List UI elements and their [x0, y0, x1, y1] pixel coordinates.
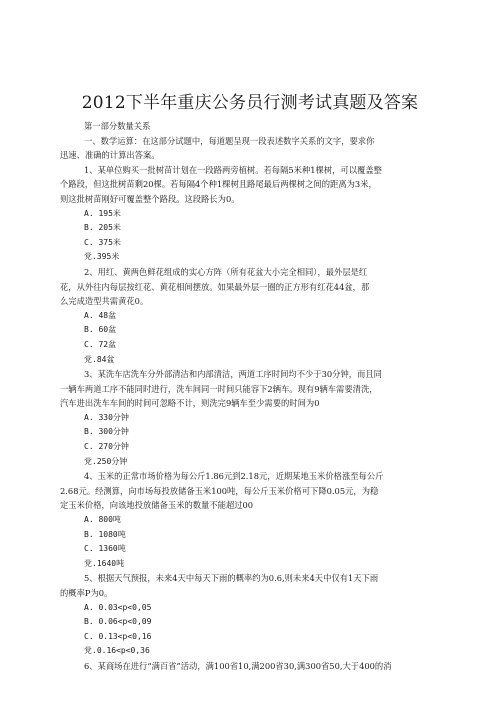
text-line: 花，从外往内每层按红花、黄花相间摆放。如果最外层一圈的正方形有红花44盆，那 — [60, 281, 370, 292]
answer-option-line: 党.250分钟 — [84, 456, 128, 466]
answer-option-line: A. 195米 — [84, 208, 121, 218]
text-line: 么完成造型共需黄花0。 — [60, 296, 149, 307]
answer-option-line: B. 1080吨 — [84, 529, 126, 539]
answer-option-line: 党.395米 — [84, 252, 120, 262]
text-line: 3、某洗车店洗车分外部清洁和内部清洁，两道工序时间均不少于30分钟，而且同 — [84, 369, 382, 380]
answer-option-line: A. 48盆 — [84, 310, 117, 320]
text-line: 汽车进出洗车车间的时间可忽略不计，则洗完9辆车至少需要的时间为0 — [60, 398, 320, 409]
answer-option-line: C. 72盆 — [84, 339, 117, 349]
document-title: 2012下半年重庆公务员行测考试真题及答案 — [81, 93, 419, 113]
text-line: 个路段，但这批树苗剩20棵。若每隔4个种1棵树且路尾最后两棵树之间的距离为3米， — [60, 179, 377, 190]
answer-option-line: C. 375米 — [84, 237, 121, 247]
answer-option-line: 党.0.16<p<0,36 — [84, 646, 150, 656]
text-line: 一、数学运算：在这部分试题中，每道题呈现一段表述数字关系的文字，要求你 — [84, 135, 375, 146]
answer-option-line: B. 60盆 — [84, 325, 117, 335]
answer-option-line: C. 1360吨 — [84, 544, 126, 554]
answer-option-line: 党.1640吨 — [84, 558, 125, 568]
answer-option-line: C. 270分钟 — [84, 442, 129, 452]
text-line: 2.68元。经测算，向市场每投放储备玉米100吨，每公斤玉米价格可下降0.05元，为稳 — [60, 485, 379, 496]
answer-option-line: A. 0.03<p<0,05 — [84, 602, 152, 612]
answer-option-line: C. 0.13<p<0,16 — [84, 631, 152, 641]
text-line: 1、某单位购买一批树苗计划在一段路两旁植树。若每隔5米种1棵树，可以覆盖整 — [84, 164, 382, 175]
text-line: 的概率P为0。 — [60, 588, 113, 598]
answer-option-line: B. 0.06<p<0,09 — [84, 617, 152, 627]
text-line: 一辆车两道工序不能同时进行，洗车间同一时间只能容下2辆车。现有9辆车需要清洗， — [60, 383, 378, 394]
text-line: 迅速、准确的计算出答案。 — [60, 150, 160, 161]
text-line: 6、某商场在进行“满百省”活动，满100省10,满200省30,满300省50,大于400的消 — [84, 660, 392, 671]
text-line: 4、玉米的正常市场价格为每公斤1.86元到2.18元，近期某地玉米价格涨至每公斤 — [84, 471, 384, 482]
answer-option-line: A. 330分钟 — [84, 412, 129, 422]
text-lines — [60, 119, 440, 674]
text-line: 定玉米价格，向该地投放储备玉米的数量不能超过00 — [60, 500, 254, 511]
text-line: 5、根据天气预报，未来4天中每天下雨的概率约为0.6,则未来4天中仅有1天下雨 — [84, 573, 379, 584]
text-line: 则这批树苗刚好可覆盖整个路段。这段路长为0。 — [60, 193, 240, 204]
text-line: 2、用红、黄两色鲜花组成的实心方阵（所有花盆大小完全相同），最外层是红 — [84, 266, 368, 277]
answer-option-line: B. 300分钟 — [84, 427, 129, 437]
answer-option-line: B. 205米 — [84, 223, 121, 233]
document-body — [60, 92, 440, 674]
text-line: 第一部分数量关系 — [84, 121, 151, 131]
answer-option-line: 党.84盆 — [84, 354, 115, 364]
answer-option-line: A. 800吨 — [84, 515, 121, 525]
